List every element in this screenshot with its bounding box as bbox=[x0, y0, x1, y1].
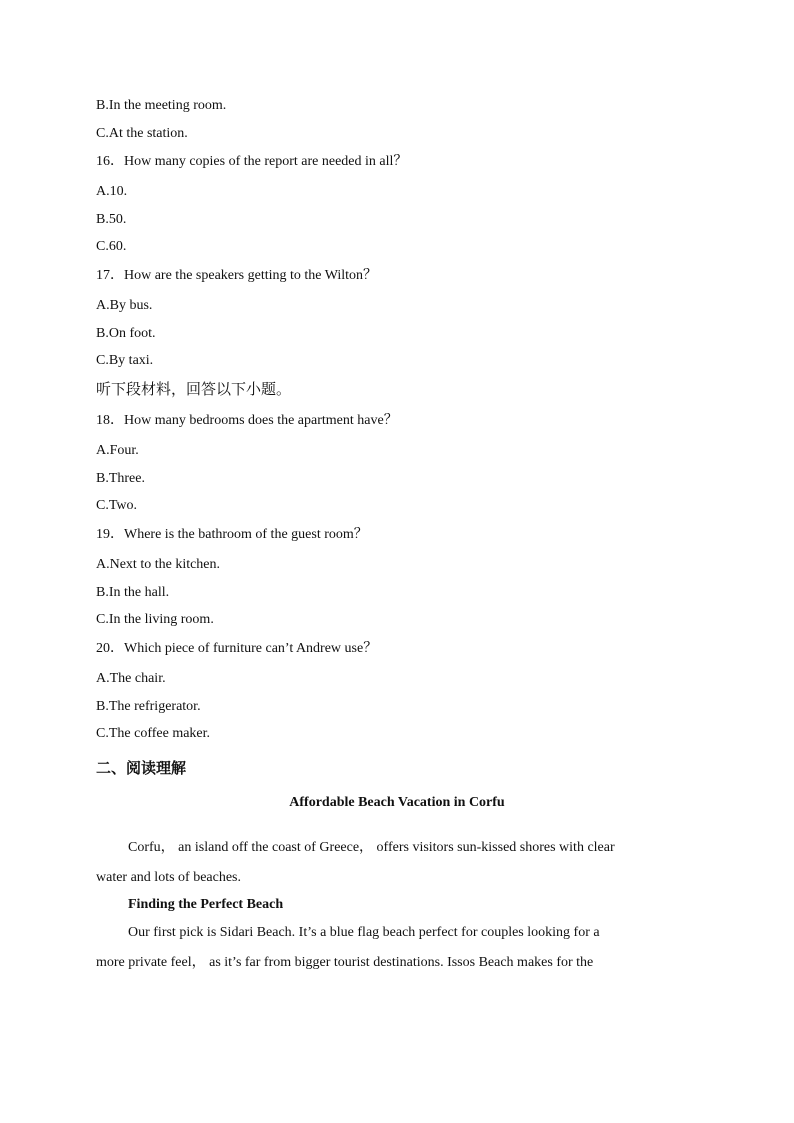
q18-option-b: B.Three. bbox=[96, 471, 145, 486]
q15-option-b: B.In the meeting room. bbox=[96, 98, 227, 113]
q17-question: 17．How are the speakers getting to the Wilton？ bbox=[96, 268, 378, 283]
q16-option-a: A.10. bbox=[96, 184, 128, 199]
article-paragraph-line-2: more private feel， as it’s far from bigger tourist destinations. Issos Beach makes for the bbox=[96, 955, 594, 970]
article-intro-line-1: Corfu， an island off the coast of Greece， offers visitors sun-kissed shores with clear bbox=[128, 840, 615, 855]
q18-option-a: A.Four. bbox=[96, 443, 139, 458]
listening-instruction: 听下段材料，回答以下小题。 bbox=[96, 380, 292, 398]
q15-option-c: C.At the station. bbox=[96, 126, 188, 141]
q17-option-c: C.By taxi. bbox=[96, 353, 154, 368]
q18-question: 18．How many bedrooms does the apartment have？ bbox=[96, 413, 398, 428]
section-heading-reading: 二、阅读理解 bbox=[96, 759, 187, 777]
article-paragraph-line-1: Our first pick is Sidari Beach. It’s a blue flag beach perfect for couples looking for a bbox=[128, 925, 600, 940]
q16-option-c: C.60. bbox=[96, 239, 127, 254]
q16-question: 16．How many copies of the report are needed in all？ bbox=[96, 154, 408, 169]
q19-option-c: C.In the living room. bbox=[96, 612, 214, 627]
q17-option-a: A.By bus. bbox=[96, 298, 153, 313]
article-title: Affordable Beach Vacation in Corfu bbox=[289, 795, 505, 810]
q19-option-a: A.Next to the kitchen. bbox=[96, 557, 221, 572]
q19-option-b: B.In the hall. bbox=[96, 585, 170, 600]
q19-question: 19．Where is the bathroom of the guest room？ bbox=[96, 527, 368, 542]
article-intro-line-2: water and lots of beaches. bbox=[96, 870, 241, 885]
q20-option-c: C.The coffee maker. bbox=[96, 726, 211, 741]
q20-question: 20．Which piece of furniture can’t Andrew use？ bbox=[96, 641, 378, 656]
q20-option-b: B.The refrigerator. bbox=[96, 699, 201, 714]
q17-option-b: B.On foot. bbox=[96, 326, 156, 341]
q18-option-c: C.Two. bbox=[96, 498, 138, 513]
q16-option-b: B.50. bbox=[96, 212, 127, 227]
q20-option-a: A.The chair. bbox=[96, 671, 166, 686]
article-subheading: Finding the Perfect Beach bbox=[128, 897, 284, 912]
